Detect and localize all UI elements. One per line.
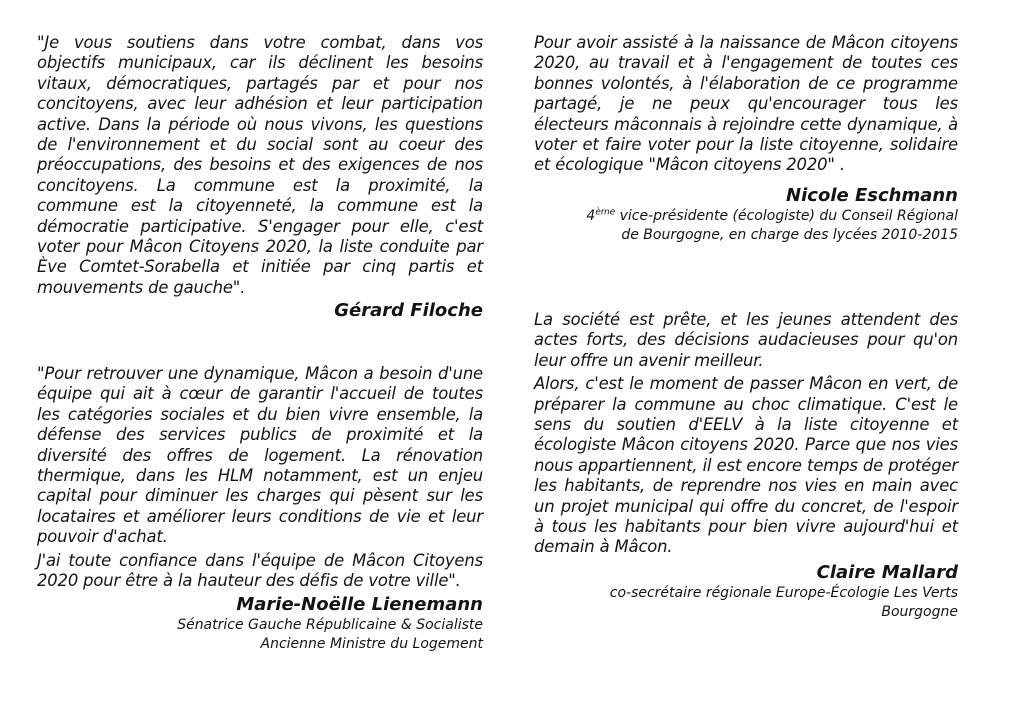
role-mallard-line2: Bourgogne: [881, 603, 958, 620]
quote-mallard-p2: Alors, c'est le moment de passer Mâcon en vert, de préparer la commune au choc climatique. C'est le sens du soutien d'EELV à la liste citoyenne et écologiste Mâcon citoyens 2020. Parce que nos vies nous appartiennent, il est encore temps de protéger les habitants, de reprendre nos vies en main avec un projet municipal qui offre du concret, de l'espoir à tous les habitants pour bien vivre aujourd'hui et demain à Mâcon.: [534, 374, 958, 557]
author-eschmann: Nicole Eschmann: [786, 184, 958, 206]
quote-filoche: "Je vous soutiens dans votre combat, dans vos objectifs municipaux, car ils déclinent les besoins vitaux, démocratiques, partagés par et pour nos concitoyens, avec leur adhésion et leur participation active. Dans la période où nous vivons, les questions de l'environnement et du social sont au coeur des préoccupations, des besoins et des exigences de nos concitoyens. La commune est la proximité, la commune est la citoyenneté, la commune est la démocratie participative. S'engager pour elle, c'est voter pour Mâcon Citoyens 2020, la liste conduite par Ève Comtet-Sorabella et initiée par cinq partis et mouvements de gauche".: [37, 33, 483, 297]
author-filoche: Gérard Filoche: [334, 300, 483, 322]
role-eschmann-sup: ème: [595, 207, 616, 218]
quote-mallard-p1: La société est prête, et les jeunes attendent des actes forts, des décisions audacieuses pour qu'on leur offre un avenir meilleur.: [534, 310, 958, 370]
quote-eschmann: Pour avoir assisté à la naissance de Mâcon citoyens 2020, au travail et à l'engagement de toutes ces bonnes volontés, à l'élaboration de ce programme partagé, je ne peux qu'encourager tous les électeurs mâconnais à rejoindre cette dynamique, à voter et faire voter pour la liste citoyenne, solidaire et écologique "Mâcon citoyens 2020" .: [534, 33, 958, 175]
role-lienemann-line1: Sénatrice Gauche Républicaine & Socialiste: [177, 617, 483, 634]
role-eschmann-line2: de Bourgogne, en charge des lycées 2010-2015: [621, 226, 958, 243]
role-mallard-line1: co-secrétaire régionale Europe-Écologie Les Verts: [609, 584, 958, 601]
testimonial-lienemann: [37, 364, 483, 654]
testimonial-filoche: [37, 33, 483, 322]
role-eschmann-number: 4: [586, 207, 596, 224]
role-lienemann-line2: Ancienne Ministre du Logement: [260, 636, 483, 653]
quote-lienemann-p2: J'ai toute confiance dans l'équipe de Mâcon Citoyens 2020 pour être à la hauteur des défis de votre ville".: [37, 550, 483, 591]
role-eschmann-line1-text: vice-présidente (écologiste) du Conseil Régional: [615, 207, 958, 224]
testimonial-eschmann: [534, 33, 958, 245]
author-lienemann: Marie-Noëlle Lienemann: [236, 594, 483, 616]
testimonial-mallard: [534, 310, 958, 622]
role-eschmann-line1: [534, 207, 958, 226]
quote-lienemann-p1: "Pour retrouver une dynamique, Mâcon a besoin d'une équipe qui ait à cœur de garantir l'accueil de toutes les catégories sociales et du bien vivre ensemble, la défense des services publics de proximité et la diversité des offres de logement. La rénovation thermique, dans les HLM notamment, est un enjeu capital pour diminuer les charges qui pèsent sur les locataires et améliorer leurs conditions de vie et leur pouvoir d'achat.: [37, 364, 483, 547]
author-mallard: Claire Mallard: [816, 561, 958, 583]
